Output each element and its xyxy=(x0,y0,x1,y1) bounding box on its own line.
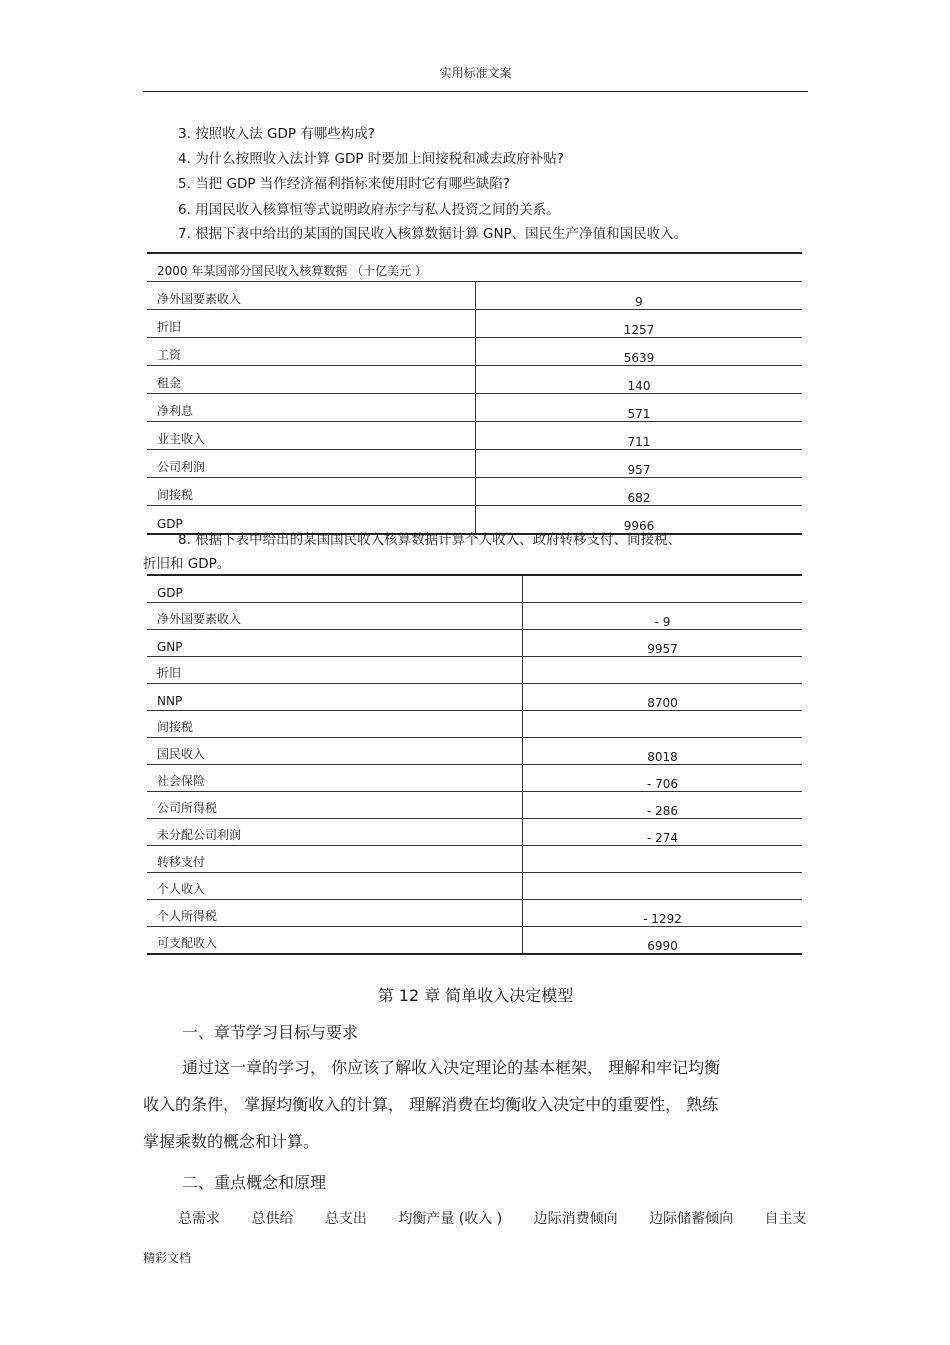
row-label: 社会保险 xyxy=(147,765,523,792)
table-row xyxy=(147,657,802,684)
term: 边际储蓄倾向 xyxy=(649,1211,734,1227)
row-label: 未分配公司利润 xyxy=(147,819,523,846)
table-row xyxy=(147,819,802,846)
row-label: 国民收入 xyxy=(147,738,523,765)
table-row xyxy=(147,603,802,630)
row-label: 净外国要素收入 xyxy=(147,282,476,310)
row-label: 折旧 xyxy=(147,310,476,338)
page-header: 实用标准文案 xyxy=(439,66,512,80)
national-income-table xyxy=(147,574,802,955)
key-terms xyxy=(178,1208,834,1228)
row-value xyxy=(523,657,803,684)
row-label: 公司利润 xyxy=(147,450,476,478)
row-value: 9957 xyxy=(523,630,803,657)
row-value: 9966 xyxy=(476,506,803,535)
row-label: 间接税 xyxy=(147,478,476,506)
section-heading-goals: 一、章节学习目标与要求 xyxy=(182,1023,359,1042)
row-value: - 274 xyxy=(523,819,803,846)
row-label: 间接税 xyxy=(147,711,523,738)
row-label: 可支配收入 xyxy=(147,927,523,955)
row-value: 9 xyxy=(476,282,803,310)
row-label: 公司所得税 xyxy=(147,792,523,819)
term: 边际消费倾向 xyxy=(533,1211,618,1227)
row-label: 工资 xyxy=(147,338,476,366)
question-5: 5. 当把 GDP 当作经济福利指标来使用时它有哪些缺陷? xyxy=(178,176,510,192)
row-label: 折旧 xyxy=(147,657,523,684)
table-row xyxy=(147,630,802,657)
question-6: 6. 用国民收入核算恒等式说明政府赤字与私人投资之间的关系。 xyxy=(178,202,560,218)
term: 总支出 xyxy=(324,1211,367,1227)
table-row xyxy=(147,846,802,873)
table-row xyxy=(147,338,802,366)
row-label: 租金 xyxy=(147,366,476,394)
row-value xyxy=(523,575,803,603)
table-row xyxy=(147,765,802,792)
table-row xyxy=(147,366,802,394)
row-value: - 9 xyxy=(523,603,803,630)
row-label: GNP xyxy=(147,630,523,657)
row-label: 净外国要素收入 xyxy=(147,603,523,630)
section-heading-concepts: 二、重点概念和原理 xyxy=(182,1173,327,1192)
row-label: 转移支付 xyxy=(147,846,523,873)
header-divider xyxy=(143,91,808,92)
question-7: 7. 根据下表中给出的某国的国民收入核算数据计算 GNP、国民生产净值和国民收入。 xyxy=(178,226,688,242)
term: 自主支 xyxy=(764,1211,807,1227)
table-row xyxy=(147,310,802,338)
paragraph-line: 收入的条件， 掌握均衡收入的计算， 理解消费在均衡收入决定中的重要性， 熟练 xyxy=(143,1095,719,1114)
row-value: 957 xyxy=(476,450,803,478)
table-row xyxy=(147,927,802,955)
row-value: - 1292 xyxy=(523,900,803,927)
row-value: 682 xyxy=(476,478,803,506)
term: 均衡产量 (收入 ) xyxy=(398,1211,503,1227)
row-label: 业主收入 xyxy=(147,422,476,450)
row-value: 8018 xyxy=(523,738,803,765)
table-row xyxy=(147,873,802,900)
row-value: 5639 xyxy=(476,338,803,366)
question-8-continued: 折旧和 GDP。 xyxy=(143,556,231,572)
row-label: NNP xyxy=(147,684,523,711)
row-value: 1257 xyxy=(476,310,803,338)
table-row xyxy=(147,684,802,711)
table-row xyxy=(147,900,802,927)
row-label: 净利息 xyxy=(147,394,476,422)
table-row xyxy=(147,282,802,310)
row-value xyxy=(523,711,803,738)
row-value xyxy=(523,873,803,900)
row-value: 571 xyxy=(476,394,803,422)
term: 总需求 xyxy=(178,1211,220,1227)
table-row xyxy=(147,394,802,422)
row-value: 8700 xyxy=(523,684,803,711)
row-label: GDP xyxy=(147,506,476,535)
row-label: 个人收入 xyxy=(147,873,523,900)
page-footer: 精彩文档 xyxy=(143,1251,192,1265)
row-value: - 286 xyxy=(523,792,803,819)
row-label: GDP xyxy=(147,575,523,603)
question-4: 4. 为什么按照收入法计算 GDP 时要加上间接税和减去政府补贴? xyxy=(178,151,564,167)
row-label: 个人所得税 xyxy=(147,900,523,927)
row-value: 140 xyxy=(476,366,803,394)
row-value: 711 xyxy=(476,422,803,450)
table-row xyxy=(147,792,802,819)
table-row xyxy=(147,575,802,603)
table-row xyxy=(147,450,802,478)
table-caption: 2000 年某国部分国民收入核算数据 （十亿美元 ） xyxy=(147,253,802,282)
income-accounts-table xyxy=(147,252,802,535)
table-row xyxy=(147,478,802,506)
goals-paragraph xyxy=(143,1049,808,1160)
paragraph-line: 掌握乘数的概念和计算。 xyxy=(143,1132,320,1151)
row-value: - 706 xyxy=(523,765,803,792)
question-8: 8. 根据下表中给出的某国国民收入核算数据计算个人收入、政府转移支付、间接税、 xyxy=(178,532,682,548)
table-row xyxy=(147,711,802,738)
term: 总供给 xyxy=(251,1211,294,1227)
paragraph-line: 通过这一章的学习， 你应该了解收入决定理论的基本框架， 理解和牢记均衡 xyxy=(182,1058,721,1077)
chapter-title: 第 12 章 简单收入决定模型 xyxy=(377,986,574,1005)
question-3: 3. 按照收入法 GDP 有哪些构成? xyxy=(178,126,375,142)
table-row xyxy=(147,738,802,765)
row-value xyxy=(523,846,803,873)
table-row xyxy=(147,422,802,450)
row-value: 6990 xyxy=(523,927,803,955)
